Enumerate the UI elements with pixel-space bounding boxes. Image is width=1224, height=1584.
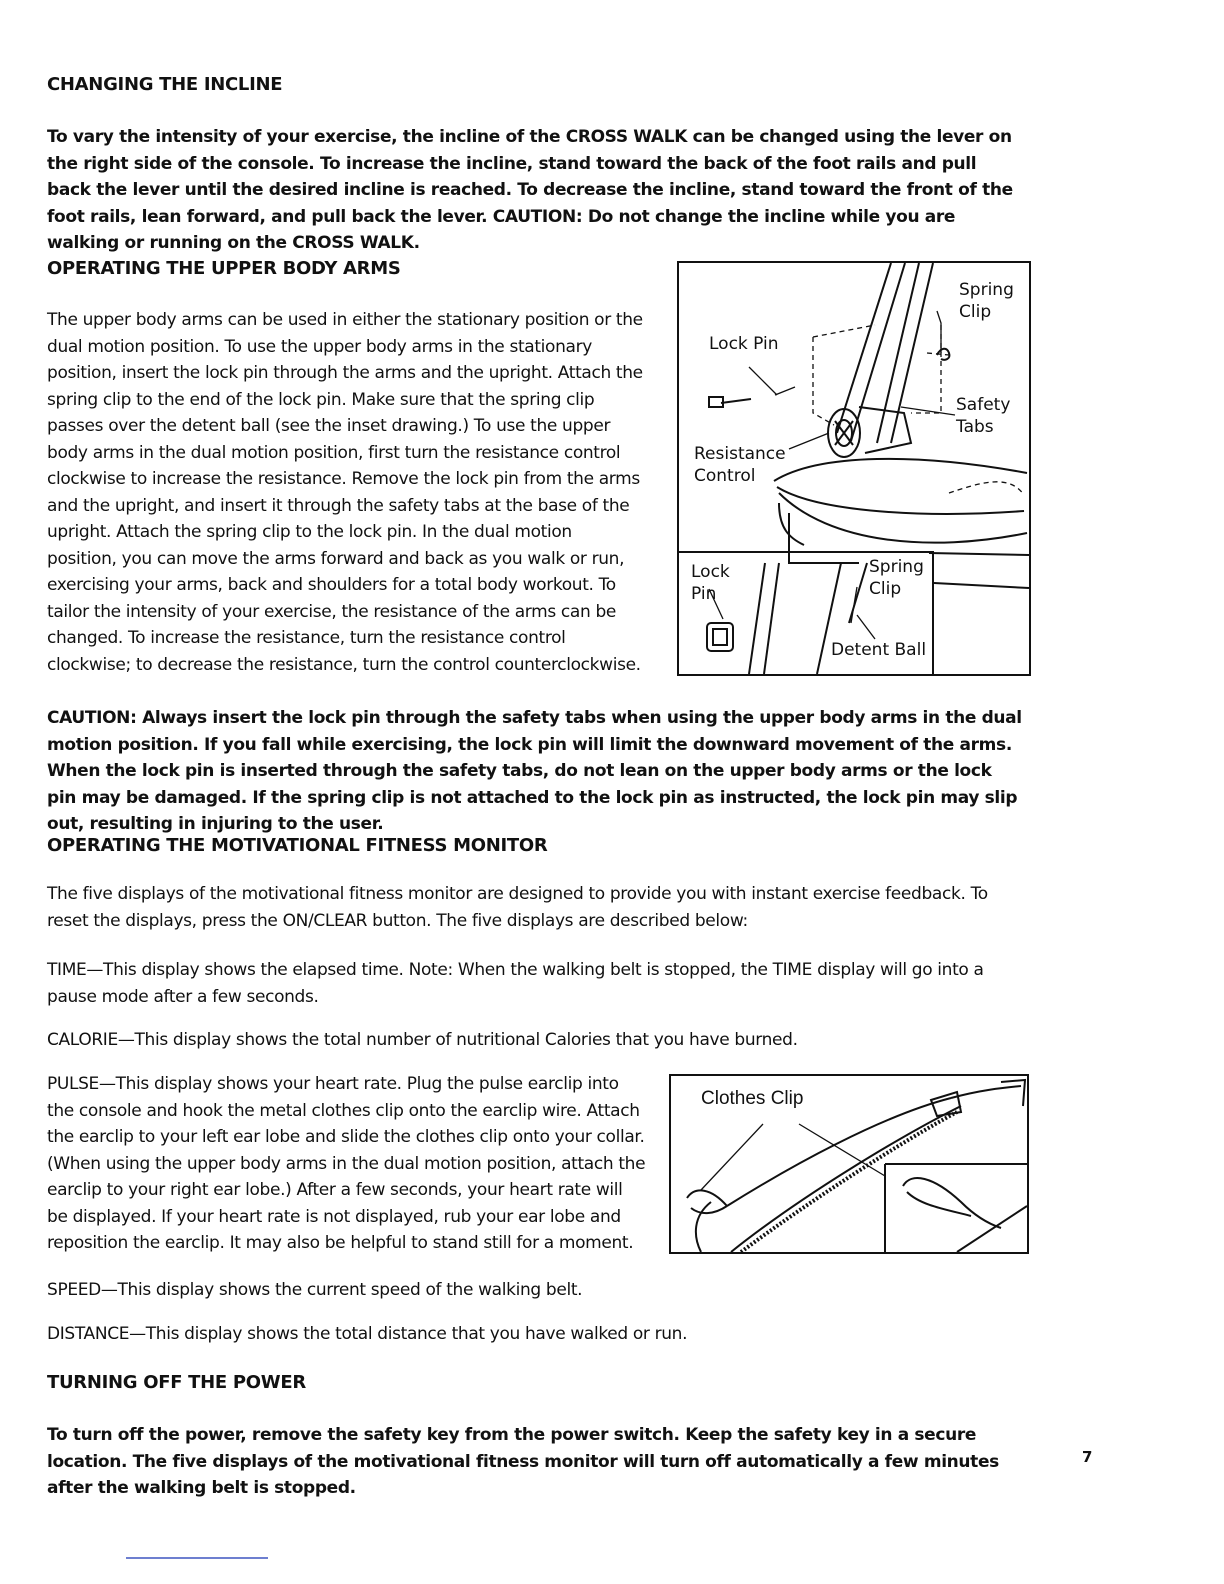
label-clothes-clip: Clothes Clip <box>701 1088 804 1109</box>
label-resistance-control: Resistance Control <box>694 444 786 486</box>
label-lock-pin: Lock Pin <box>709 334 779 354</box>
page-number: 7 <box>1082 1448 1093 1466</box>
arms-caution-paragraph: CAUTION: Always insert the lock pin through the safety tabs when using the upper body arms in the dual motion position. If you fall while exercising, the lock pin will limit the downward movement of the arms. When the lock pin is inserted through the safety tabs, do not lean on the upper body arms or the lock pin may be damaged. If the spring clip is not attached to the lock pin as instructed, the lock pin may slip out, resulting in injuring to the user. <box>47 708 1022 834</box>
monitor-intro-paragraph: The five displays of the motivational fitness monitor are designed to provide you with instant exercise feedback. To reset the displays, press the ON/CLEAR button. The five displays are described below: <box>47 884 988 931</box>
heading-incline: CHANGING THE INCLINE <box>47 74 283 95</box>
label-inset-lock-pin: Lock Pin <box>691 562 730 604</box>
distance-display-paragraph: DISTANCE—This display shows the total distance that you have walked or run. <box>47 1324 688 1344</box>
speed-display-paragraph: SPEED—This display shows the current speed of the walking belt. <box>47 1280 583 1300</box>
power-paragraph: To turn off the power, remove the safety key from the power switch. Keep the safety key in a secure location. The five displays of the motivational fitness monitor will turn off automatically a few minutes after the walking belt is stopped. <box>47 1425 999 1498</box>
label-spring-clip: Spring Clip <box>959 280 1014 322</box>
label-inset-spring-clip: Spring Clip <box>869 557 924 599</box>
upper-body-arms-paragraph: The upper body arms can be used in either the stationary position or the dual motion position. To use the upper body arms in the stationary position, insert the lock pin through the arms and the upright. Attach the spring clip to the end of the lock pin. Make sure that the spring clip passes over the detent ball (see the inset drawing.) To use the upper body arms in the dual motion position, first turn the resistance control clockwise to increase the resistance. Remove the lock pin from the arms and the upright, and insert it through the safety tabs at the base of the upright. Attach the spring clip to the lock pin. In the dual motion position, you can move the arms forward and back as you walk or run, exercising your arms, back and shoulders for a total body workout. To tailor the intensity of your exercise, the resistance of the arms can be changed. To increase the resistance, turn the resistance control clockwise; to decrease the resistance, turn the control counterclockwise. <box>47 310 643 675</box>
heading-upper-body-arms: OPERATING THE UPPER BODY ARMS <box>47 258 401 279</box>
bottom-rule <box>126 1557 268 1559</box>
label-safety-tabs: Safety Tabs <box>956 395 1011 437</box>
clothes-clip-figure <box>669 1074 1029 1254</box>
heading-turning-off-power: TURNING OFF THE POWER <box>47 1372 306 1393</box>
label-detent-ball: Detent Ball <box>831 640 927 660</box>
time-display-paragraph: TIME—This display shows the elapsed time. Note: When the walking belt is stopped, the TIME display will go into a pause mode after a few seconds. <box>47 960 984 1007</box>
heading-fitness-monitor: OPERATING THE MOTIVATIONAL FITNESS MONITOR <box>47 835 548 856</box>
upper-body-arms-figure <box>677 261 1031 676</box>
incline-paragraph: To vary the intensity of your exercise, the incline of the CROSS WALK can be changed using the lever on the right side of the console. To increase the incline, stand toward the back of the foot rails and pull back the lever until the desired incline is reached. To decrease the incline, stand toward the front of the foot rails, lean forward, and pull back the lever. CAUTION: Do not change the incline while you are walking or running on the CROSS WALK. <box>47 127 1013 253</box>
calorie-display-paragraph: CALORIE—This display shows the total number of nutritional Calories that you have burned. <box>47 1030 798 1050</box>
pulse-display-paragraph: PULSE—This display shows your heart rate. Plug the pulse earclip into the console and hook the metal clothes clip onto the earclip wire. Attach the earclip to your left ear lobe and slide the clothes clip onto your collar. (When using the upper body arms in the dual motion position, attach the earclip to your right ear lobe.) After a few seconds, your heart rate will be displayed. If your heart rate is not displayed, rub your ear lobe and reposition the earclip. It may also be helpful to stand still for a moment. <box>47 1074 646 1253</box>
